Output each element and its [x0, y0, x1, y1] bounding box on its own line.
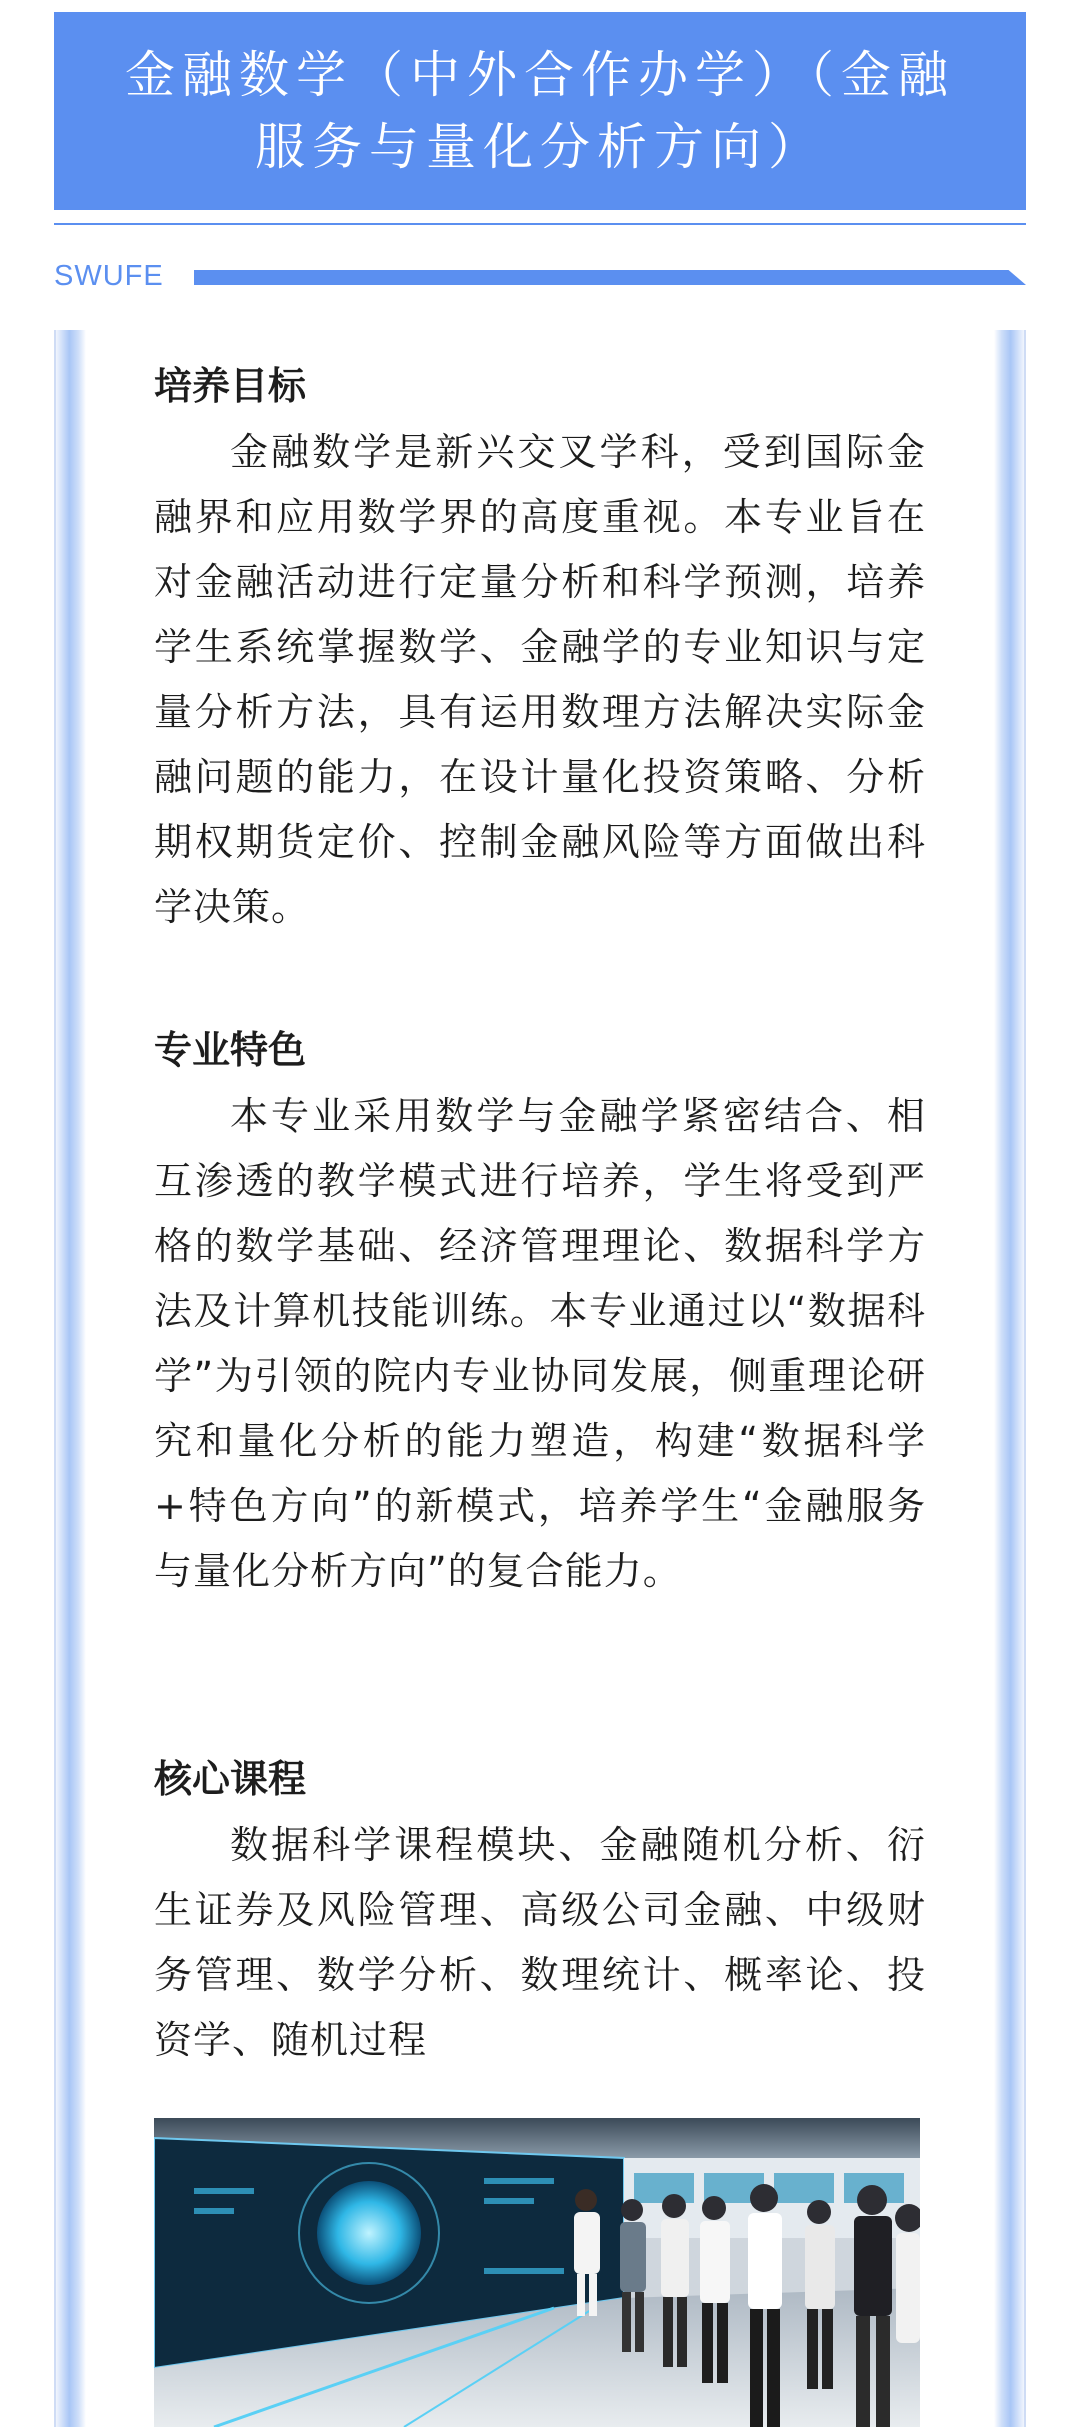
section-body: 本专业采用数学与金融学紧密结合、相互渗透的教学模式进行培养，学生将受到严格的数学基础、经济管理理论、数据科学方法及计算机技能训练。本专业通过以“数据科学”为引领的院内专业协同发展，侧重理论研究和量化分析的能力塑造，构建“数据科学+特色方向”的新模式，培养学生“金融服务与量化分析方向”的复合能力。 — [154, 1094, 926, 1593]
divider-line — [54, 223, 1026, 225]
page-title-line-1: 金融数学（中外合作办学）（金融 — [125, 46, 955, 104]
section-body: 金融数学是新兴交叉学科，受到国际金融界和应用数学界的高度重视。本专业旨在对金融活动进行定量分析和科学预测，培养学生系统掌握数学、金融学的专业知识与定量分析方法，具有运用数理方法解决实际金融问题的能力，在设计量化投资策略、分析期权期货定价、控制金融风险等方面做出科学决策。 — [154, 430, 926, 929]
section-heading: 专业特色 — [154, 1028, 307, 1072]
section-body: 数据科学课程模块、金融随机分析、衍生证券及风险管理、高级公司金融、中级财务管理、数学分析、数理统计、概率论、投资学、随机过程 — [154, 1823, 926, 2062]
photo-illustration — [154, 2118, 920, 2427]
left-frame-border — [54, 330, 86, 2427]
section-training-goals — [154, 358, 926, 940]
title-banner — [54, 12, 1026, 210]
brand-rule-bar — [194, 270, 1026, 285]
page-title-line-2: 服务与量化分析方向） — [255, 118, 825, 176]
section-heading: 核心课程 — [154, 1757, 307, 1801]
lab-visit-photo — [154, 2118, 920, 2427]
right-frame-border — [994, 330, 1026, 2427]
section-features — [154, 1022, 926, 1604]
section-core-courses — [154, 1751, 926, 2073]
brand-label: SWUFE — [54, 260, 164, 292]
section-heading: 培养目标 — [154, 364, 307, 408]
